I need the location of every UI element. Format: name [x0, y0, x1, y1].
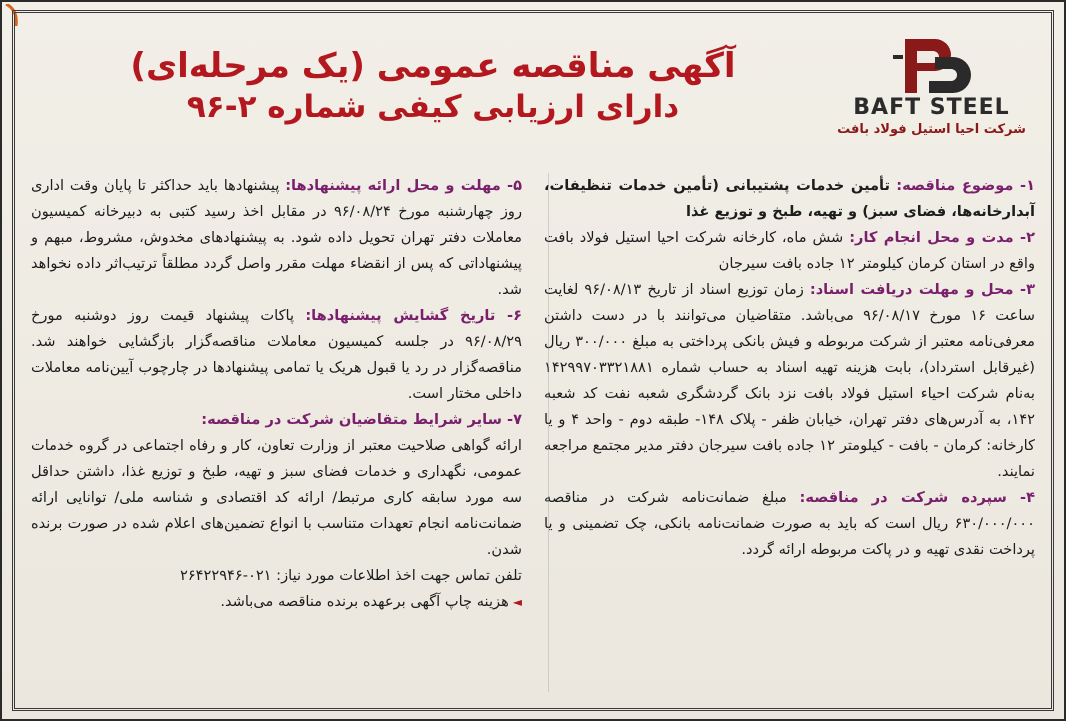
footer-note-text: هزینه چاپ آگهی برعهده برنده مناقصه می‌باشد.	[220, 593, 509, 610]
ad-body	[31, 173, 1035, 698]
section-subject	[544, 173, 1035, 225]
logo-subtitle: شرکت احیا استیل فولاد بافت	[837, 122, 1026, 137]
section-documents	[544, 277, 1035, 485]
ad-frame	[12, 10, 1054, 711]
arrow-left-icon: ◄	[512, 595, 522, 609]
section-heading: ۱- موضوع مناقصه:	[896, 177, 1035, 194]
section-submission-deadline	[31, 173, 522, 303]
title-line-1: آگهی مناقصه عمومی (یک مرحله‌ای)	[130, 46, 736, 86]
section-body: زمان توزیع اسناد از تاریخ ۹۶/۰۸/۱۳ لغایت ساعت ۱۶ مورخ ۹۶/۰۸/۱۷ می‌باشد. متقاضیان می‌توانند با در دست داشتن معرفی‌نامه معتبر از شرکت مربوطه و فیش بانکی پرداختی به مبلغ ۳۰۰/۰۰۰ ریال (غیرقابل استرداد)، بابت هزینه تهیه اسناد به حساب شماره ۱۴۲۹۹۷۰۳۳۲۱۸۸۱ به‌نام شرکت احیاء استیل فولاد بافت نزد بانک گردشگری شعبه نفت کد شعبه ۱۴۲، به آدرس‌های دفتر تهران، خیابان ظفر - پلاک ۱۴۸- طبقه دوم - واحد ۴ و یا کارخانه: کرمان - بافت - کیلومتر ۱۲ جاده بافت سیرجان دفتر مدیر مجتمع مراجعه نمایند.	[544, 281, 1035, 480]
section-body: مبلغ ضمانت‌نامه شرکت در مناقصه ۶۳۰/۰۰۰/۰۰۰ ریال است که باید به صورت ضمانت‌نامه بانکی، چک تضمینی و یا پرداخت نقدی تهیه و در پاکت مربوطه ارائه گردد.	[544, 489, 1035, 558]
section-body: ارائه گواهی صلاحیت معتبر از وزارت تعاون، کار و رفاه اجتماعی در گروه خدمات عمومی، نگهداری و خدمات فضای سبز و تهیه، طبخ و توزیع غذا، داشتن حداقل سه مورد سابقه کاری مرتبط/ ارائه کد اقتصادی و شناسه ملی/ توانایی ارائه ضمانت‌نامه انجام تعهدات متناسب با انواع تضمین‌های اعلام شده در صورت برنده شدن.	[31, 437, 522, 558]
section-heading: ۲- مدت و محل انجام کار:	[849, 229, 1036, 246]
section-heading: ۳- محل و مهلت دریافت اسناد:	[809, 281, 1035, 298]
section-other-conditions	[31, 407, 522, 563]
section-heading: ۷- سایر شرایط متقاضیان شرکت در مناقصه:	[201, 411, 522, 428]
section-duration-location	[544, 225, 1035, 277]
logo-name: BAFT STEEL	[853, 95, 1010, 120]
section-body: شش ماه، کارخانه شرکت احیا استیل فولاد بافت واقع در استان کرمان کیلومتر ۱۲ جاده بافت سیرجان	[544, 229, 1035, 272]
contact-label: تلفن تماس جهت اخذ اطلاعات مورد نیاز:	[276, 567, 522, 584]
section-body: تأمین خدمات پشتیبانی (تأمین خدمات تنظیفات، آبدارخانه‌ها، فضای سبز) و تهیه، طبخ و توزیع غذا	[544, 177, 1035, 220]
footer-note	[31, 589, 522, 615]
column-right	[544, 173, 1035, 698]
section-opening-date	[31, 303, 522, 407]
ad-title	[55, 45, 811, 126]
contact-phone: ۰۲۱-۲۶۴۲۲۹۴۶	[180, 567, 272, 584]
section-body: پاکات پیشنهاد قیمت روز دوشنبه مورخ ۹۶/۰۸/۲۹ در جلسه کمیسیون معاملات مناقصه‌گزار بازگشایی خواهند شد. مناقصه‌گزار در رد یا قبول هریک یا تمامی پیشنهادها در چارچوب آیین‌نامه معاملات داخلی مختار است.	[31, 307, 522, 402]
section-heading: ۶- تاریخ گشایش پیشنهادها:	[305, 307, 523, 324]
section-heading: ۴- سپرده شرکت در مناقصه:	[799, 489, 1036, 506]
title-line-2: دارای ارزیابی کیفی شماره ۲-۹۶	[186, 88, 680, 125]
contact-line	[31, 563, 522, 589]
company-logo	[824, 35, 1039, 155]
section-heading: ۵- مهلت و محل ارائه پیشنهادها:	[285, 177, 522, 194]
section-body: پیشنهادها باید حداکثر تا پایان وقت اداری روز چهارشنبه مورخ ۹۶/۰۸/۲۴ در مقابل اخذ رسید کتبی به دبیرخانه کمیسیون معاملات دفتر تهران تحویل داده شود. به پیشنهادهای مخدوش، مشروط، مبهم و پیشنهاداتی که پس از انقضاء مهلت مقرر واصل گردد مطلقاً ترتیب‌اثر داده نخواهد شد.	[31, 177, 522, 298]
section-deposit	[544, 485, 1035, 563]
baft-steel-logo-icon	[887, 35, 977, 97]
column-left	[31, 173, 522, 698]
column-divider	[548, 173, 549, 692]
